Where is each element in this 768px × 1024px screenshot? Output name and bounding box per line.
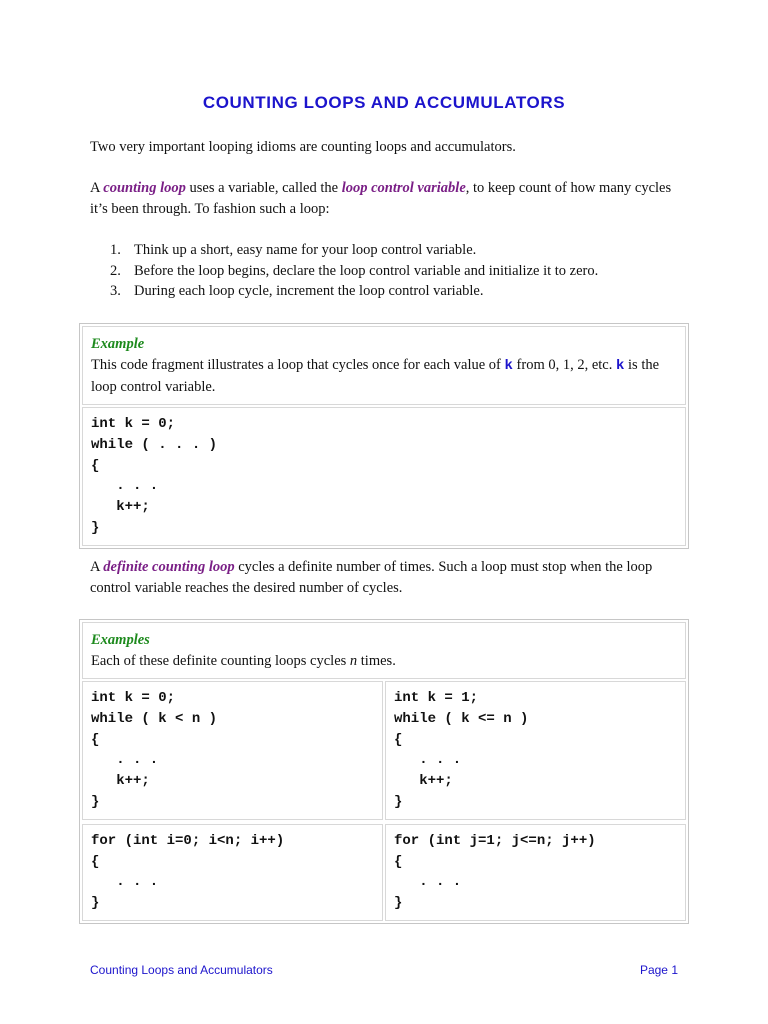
code-block: [385, 824, 686, 921]
code-line: int k = 1;: [394, 690, 479, 706]
page-title: COUNTING LOOPS AND ACCUMULATORS: [202, 93, 566, 112]
code-line: . . .: [394, 752, 462, 769]
text-run: from 0, 1, 2, etc.: [512, 357, 616, 373]
text-run: times.: [357, 653, 396, 669]
list-item: [110, 240, 690, 261]
text-run: is the loop control variable.: [91, 357, 660, 395]
code-block: [385, 681, 686, 820]
examples-description: [91, 651, 677, 672]
code-line: {: [394, 853, 403, 870]
code-line: while ( k < n ): [91, 710, 218, 727]
footer-title: Counting Loops and Accumulators: [90, 963, 273, 977]
step-number: 2.: [110, 262, 121, 279]
text-run: This code fragment illustrates a loop that cycles once for each value of: [91, 357, 505, 373]
code-line: {: [91, 853, 100, 870]
term-counting-loop: counting loop: [103, 180, 186, 196]
code-line: for (int j=1; j<=n; j++): [394, 832, 596, 849]
step-number: 3.: [110, 283, 121, 300]
text-run: A: [90, 559, 104, 575]
code-row-while: [80, 679, 688, 822]
code-line: while ( . . . ): [91, 436, 218, 453]
term-loop-control-variable: loop control variable: [341, 180, 466, 196]
examples-box: [79, 619, 689, 924]
example-header: [82, 326, 686, 405]
step-text: During each loop cycle, increment the loop control variable.: [134, 283, 484, 300]
code-var-k: k: [616, 358, 625, 374]
code-block: [82, 681, 383, 820]
code-line: }: [91, 895, 100, 912]
step-number: 1.: [110, 242, 121, 258]
text-run: uses a variable, called the: [185, 180, 342, 196]
step-text: Before the loop begins, declare the loop control variable and initialize it to zero.: [134, 262, 599, 279]
code-line: }: [91, 519, 100, 536]
list-item: [110, 261, 690, 282]
examples-header: [82, 622, 686, 679]
footer-page-number: Page 1: [639, 963, 678, 977]
counting-loop-paragraph: [90, 178, 690, 220]
code-line: int k = 0;: [91, 416, 176, 432]
code-line: k++;: [91, 773, 150, 790]
step-text: Think up a short, easy name for your loop control variable.: [134, 242, 477, 258]
text-run: Each of these definite counting loops cycles: [91, 653, 350, 669]
steps-list: [110, 240, 690, 302]
code-line: k++;: [394, 773, 453, 790]
term-definite-counting-loop: definite counting loop: [103, 559, 235, 575]
intro-paragraph: Two very important looping idioms are counting loops and accumulators.: [90, 139, 516, 155]
code-line: k++;: [91, 499, 150, 516]
text-run: , to keep count of how many cycles it’s been through. To fashion such a loop:: [90, 180, 672, 217]
example-description: [91, 355, 677, 398]
code-line: . . .: [394, 874, 462, 891]
definite-loop-paragraph: [90, 557, 690, 599]
code-line: . . .: [91, 752, 159, 769]
code-line: {: [394, 731, 403, 748]
code-block: [82, 824, 383, 921]
code-line: }: [394, 895, 403, 912]
code-line: while ( k <= n ): [394, 710, 529, 727]
code-line: {: [91, 731, 100, 748]
code-line: }: [394, 793, 403, 810]
code-line: {: [91, 457, 100, 474]
code-line: . . .: [91, 874, 159, 891]
text-run: cycles a definite number of times. Such a loop must stop when the loop control variable reaches the desired number of cycles.: [90, 559, 653, 596]
code-line: }: [91, 793, 100, 810]
example-label: Example: [91, 336, 145, 352]
code-line: int k = 0;: [91, 690, 176, 706]
examples-label: Examples: [91, 632, 150, 648]
code-line: for (int i=0; i<n; i++): [91, 832, 285, 849]
code-var-k: k: [504, 358, 513, 374]
code-line: . . .: [91, 478, 159, 495]
list-item: [110, 281, 690, 302]
code-block: [82, 407, 686, 546]
var-n: n: [349, 653, 358, 669]
example-box: [79, 323, 689, 549]
code-row-for: [80, 822, 688, 923]
text-run: A: [90, 180, 104, 196]
